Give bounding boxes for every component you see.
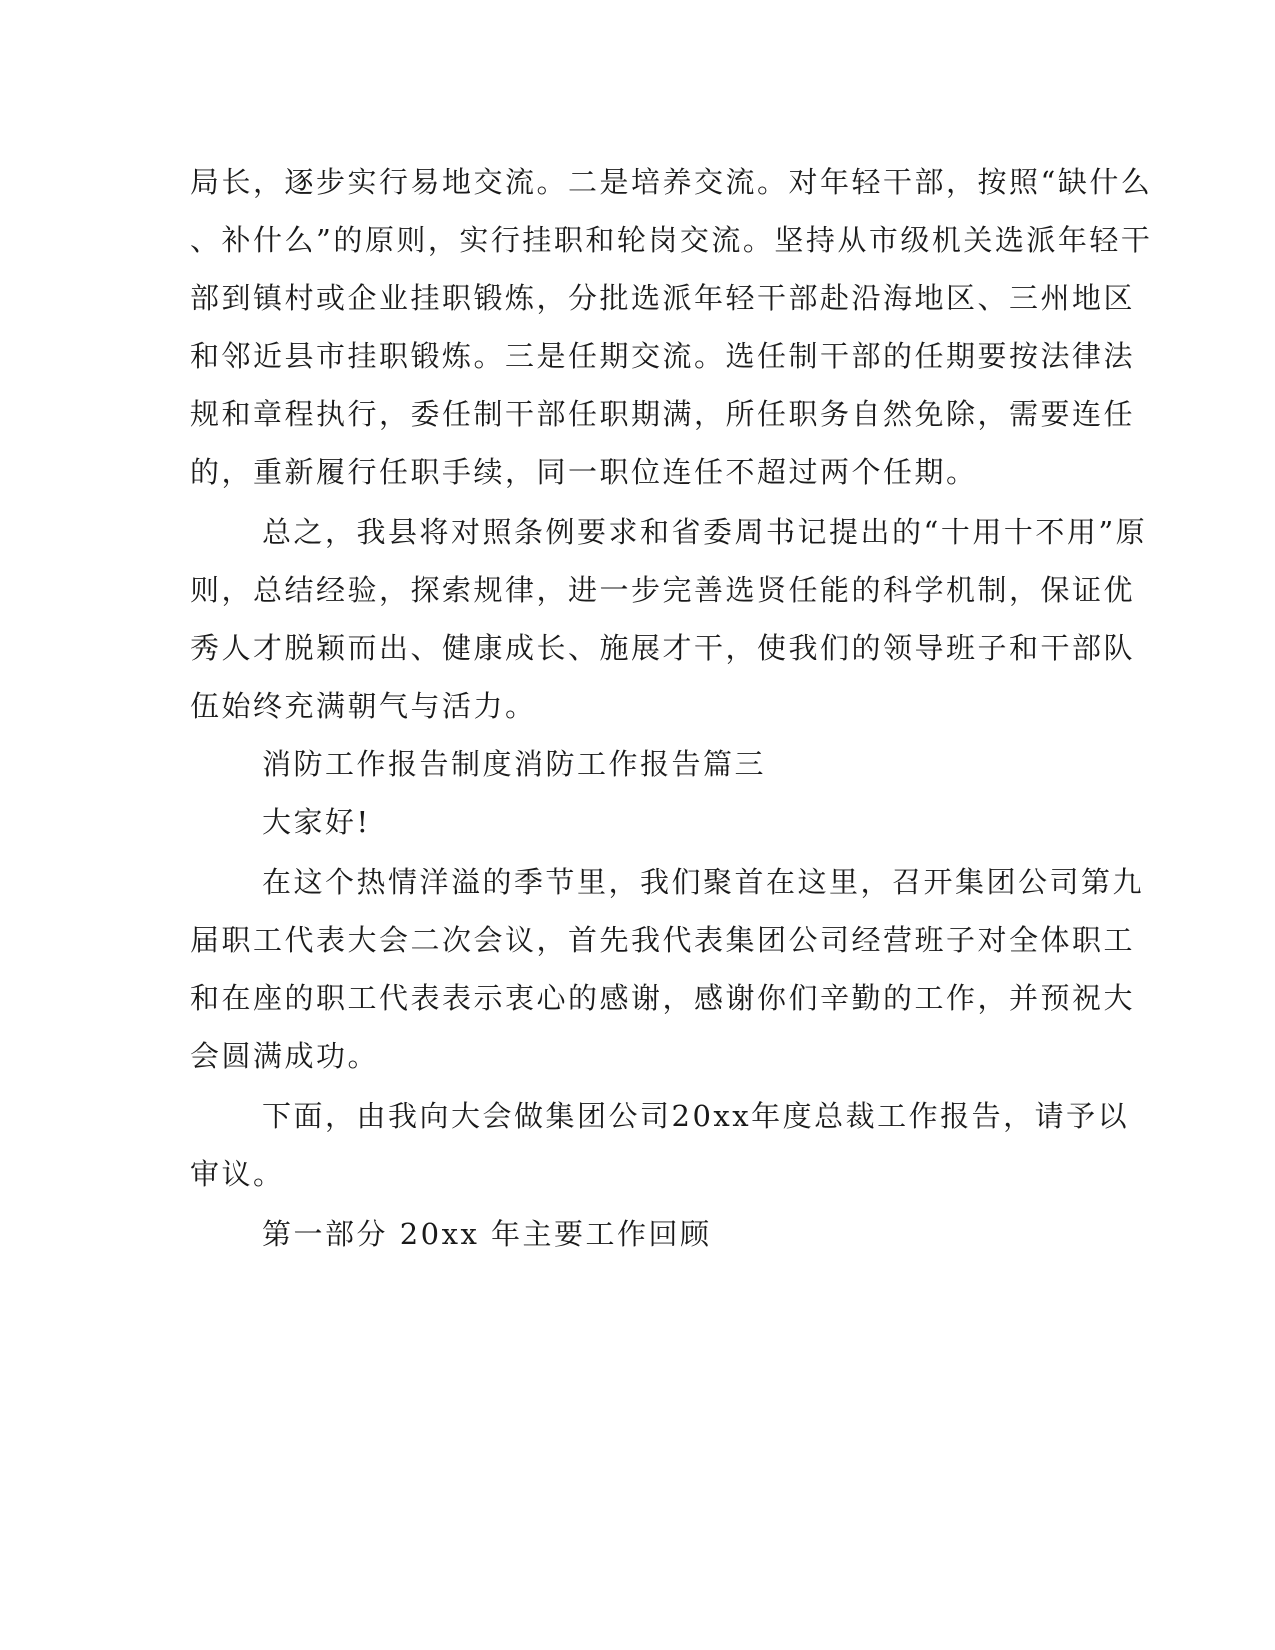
- paragraph-line: 会圆满成功。: [190, 1039, 380, 1073]
- paragraph-line: 审议。: [190, 1157, 285, 1191]
- paragraph-line: 和在座的职工代表表示衷心的感谢，感谢你们辛勤的工作，并预祝大: [190, 981, 1136, 1015]
- paragraph-line: 在这个热情洋溢的季节里，我们聚首在这里，召开集团公司第九: [262, 865, 1145, 899]
- paragraph-line: 、补什么”的原则，实行挂职和轮岗交流。坚持从市级机关选派年轻干: [190, 223, 1153, 257]
- greeting: 大家好!: [262, 805, 371, 839]
- section-heading: 消防工作报告制度消防工作报告篇三: [262, 747, 767, 781]
- document-body: [190, 0, 1153, 1650]
- paragraph-line: 的，重新履行任职手续，同一职位连任不超过两个任期。: [190, 455, 978, 489]
- paragraph-line: 总之，我县将对照条例要求和省委周书记提出的“十用十不用”原: [262, 515, 1148, 549]
- paragraph-line: 伍始终充满朝气与活力。: [190, 689, 537, 723]
- paragraph-line: 秀人才脱颖而出、健康成长、施展才干，使我们的领导班子和干部队: [190, 631, 1136, 665]
- paragraph-line: 局长，逐步实行易地交流。二是培养交流。对年轻干部，按照“缺什么: [190, 165, 1153, 199]
- paragraph-line: 下面，由我向大会做集团公司20xx年度总裁工作报告，请予以: [262, 1099, 1130, 1133]
- paragraph-line: 部到镇村或企业挂职锻炼，分批选派年轻干部赴沿海地区、三州地区: [190, 281, 1136, 315]
- paragraph-line: 届职工代表大会二次会议，首先我代表集团公司经营班子对全体职工: [190, 923, 1136, 957]
- paragraph-line: 规和章程执行，委任制干部任职期满，所任职务自然免除，需要连任: [190, 397, 1136, 431]
- section-heading: 第一部分 20xx 年主要工作回顾: [262, 1217, 712, 1251]
- paragraph-line: 和邻近县市挂职锻炼。三是任期交流。选任制干部的任期要按法律法: [190, 339, 1136, 373]
- paragraph-line: 则，总结经验，探索规律，进一步完善选贤任能的科学机制，保证优: [190, 573, 1136, 607]
